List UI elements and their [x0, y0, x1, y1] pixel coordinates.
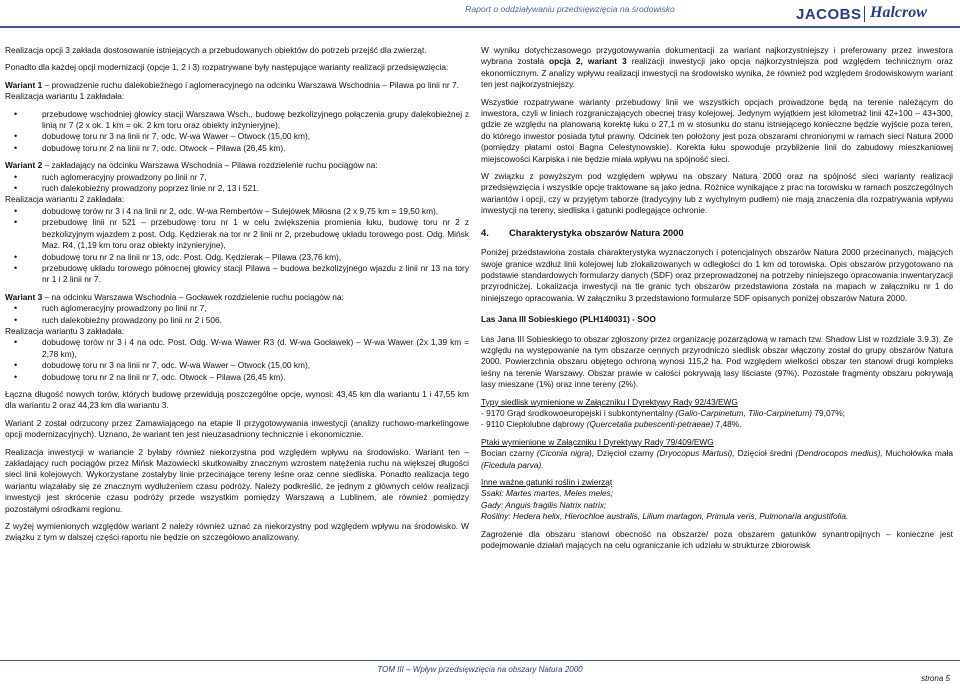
habitat-line [481, 419, 953, 430]
variant-3-scope-label: Realizacja wariantu 3 zakładała: [5, 325, 125, 336]
right-column [481, 45, 953, 557]
birds-heading: Ptaki wymienione w Załączniku I Dyrektywy Rady 79/409/EWG [481, 436, 714, 447]
jacobs-logo: JACOBS [796, 6, 862, 23]
list-item: • przebudowę wschodniej głowicy stacji Warszawa Wsch., budowę bezkolizyjnego połączenia grupy dalekobieżnej z linią nr 7 (2 x ok. 1 km = ok. 2 km toru oraz obiekty inżynieryjne), [42, 109, 469, 132]
variant-1-name: Wariant 1 [5, 79, 43, 90]
logo-divider [864, 6, 865, 22]
list-item: • ruch dalekobieżny prowadzony po linii nr 2 i 506. [42, 315, 469, 326]
list-item: • dobudowę torów nr 3 i 4 na linii nr 2, odc. W-wa Rembertów – Sulejówek Miłosna (2 x 9,75 km = 19,50 km), [42, 206, 469, 217]
paragraph [481, 45, 953, 91]
preferred-option: opcja 2, wariant 3 [549, 56, 627, 67]
list-item: • dobudowę toru nr 3 na linii nr 7, odc. W-wa Wawer – Otwock (15,00 km), [42, 131, 469, 142]
header-rule [0, 26, 960, 28]
list-item: • ruch aglomeracyjny prowadzony po linii nr 7, [42, 172, 469, 183]
list-item: • przebudowę układu torowego północnej głowicy stacji Pilawa – budowa bezkolizyjnego wjazdu z linii nr 13 na tory nr 1 i 2 linii nr 7. [42, 263, 469, 286]
text-run: (Dendrocopos medius), [795, 448, 883, 459]
text-run: realizacji inwestycji jako opcja najkorzystniejsza pod względem technicznym oraz ekonomicznym. Z analizy wpływu realizacji inwestycji na środowisko wynika, że również pod względem środowiskowym wariant ten jest najkorzystniejszy. [481, 56, 953, 90]
paragraph: Wszystkie rozpatrywane warianty przebudowy linii we wszystkich opcjach prowadzone będą na terenie należącym do inwestora, czyli w liniach rozgraniczających obecnej trasy kolejowej. Jedynym wyjątkiem jest kilometraż linii 42+100 – 43+300, gdzie ze względu na planowaną korektę łuku o 27,1 m w stosunku do stanu istniejącego konieczne będzie wyjście poza teren, do którego inwestor posiada tytuł prawny. Odcinek ten położony jest poza obszarami chronionymi w ramach sieci Natura 2000 (pomiędzy płatami ostoi Bagna Celestynowskie). Korekta łuku spowoduje przybliżenie linii do zabudowy mieszkaniowej miejscowości Karpiska i nie będzie miała wpływu na spójność sieci. [481, 96, 953, 164]
text-run: Bocian czarny [481, 448, 537, 459]
footer-volume-title: TOM III – Wpływ przedsięwzięcia na obszary Natura 2000 [377, 665, 583, 674]
variant-2-split-list [5, 172, 469, 195]
footer-rule [0, 660, 960, 661]
paragraph: Poniżej przedstawiona została charakterystyka wyznaczonych i potencjalnych obszarów Natura 2000 przecinanych, mających swoje granice wzdłuż linii kolejowej lub zlokalizowanych w odległości do 1 km od torowiska. Opis obszarów przygotowano na podstawie standardowych formularzy danych (SDF) oraz przeprowadzonej na potrzeby niniejszego opracowania inwentaryzacji przyrodniczej. Lokalizacja inwestycji na tle granic tych obszarów przedstawiona została na mapach w załączniku nr 1 do niniejszego opracowania. W załączniku 3 przedstawiono formularze SDF opisanych poniżej obszarów Natura 2000. [481, 247, 953, 303]
variant-3-paragraph [5, 292, 469, 303]
variant-1-scope-label: Realizacja wariantu 1 zakładała: [5, 91, 125, 102]
halcrow-logo: Halcrow [870, 4, 927, 21]
section-number: 4. [481, 226, 489, 238]
variant-1-list [5, 109, 469, 155]
page-header [0, 0, 960, 24]
text-run: - 9110 Ciepłolubne dąbrowy [481, 419, 587, 430]
paragraph: Zagrożenie dla obszaru stanowi obecność na obszarze/ poza obszarem gatunków synantropijnych – konieczne jest podejmowanie działań mających na celu ograniczanie ich udziału w strukturze zbiorowisk [481, 528, 953, 551]
section-title: Charakterystyka obszarów Natura 2000 [509, 226, 684, 238]
paragraph: Wariant 2 został odrzucony przez Zamawiającego na etapie II przygotowywania inwestycji (analizy ruchowo-marketingowe opcji modernizacyjnych). Uznano, że wariant ten jest nieuzasadniony technicznie i ekonomicznie. [5, 417, 469, 440]
variant-1-paragraph [5, 80, 469, 103]
paragraph: Ponadto dla każdej opcji modernizacji (opcje 1, 2 i 3) rozpatrywane były następujące warianty realizacji przedsięwzięcia: [5, 62, 449, 73]
list-item: • dobudowę toru nr 2 na linii nr 13, odc. Post. Odg. Kędzierak – Pilawa (23,76 km), [42, 252, 469, 263]
text-run: (Galio-Carpinetum, Tilio-Carpinetum) [675, 407, 813, 418]
list-item: • ruch aglomeracyjny prowadzony po linii nr 7, [42, 303, 469, 314]
paragraph: Łączna długość nowych torów, których budowę przewidują poszczególne opcje, wynosi: 43,45 km dla wariantu 1 i 47,55 km dla wariantu 2 oraz 44,23 km dla wariantu 3. [5, 388, 469, 411]
other-species-line: Rośliny: Hedera helix, Hierochloe australis, Lilium martagon, Primula veris, Pulmonaria angustifolia. [481, 511, 849, 522]
variant-3-split-list [5, 303, 469, 326]
variant-2-name: Wariant 2 [5, 160, 43, 171]
text-run: 79,07%; [812, 407, 845, 418]
text-run: (Dryocopus Martusi), [656, 448, 735, 459]
variant-2-text: – zakładający na odcinku Warszawa Wschodnia – Pilawa rozdzielenie ruchu pociągów na: [42, 160, 378, 171]
text-run: Dzięcioł czarny [594, 448, 657, 459]
left-column [5, 45, 469, 550]
other-species-line: Gady: Anguis fragilis Natrix natrix; [481, 499, 607, 510]
habitat-line [481, 408, 953, 419]
text-run: 7,48%. [713, 419, 742, 430]
paragraph: W związku z powyższym pod względem wpływu na obszary Natura 2000 oraz na spójność sieci warianty realizacji przedsięwzięcia i wszystkie opcje traktowane są jako jedna. Różnice wynikające z prac na torowisku w ramach poszczególnych wariantów i opcji, czy w przyjętym taborze (tradycyjny lub z wychylnym pudłem) nie mają znaczenia dla rozpatrywania wpływu inwestycji na tereny, siedliska i gatunki podlegające ochronie. [481, 171, 953, 216]
list-item: • dobudowę toru nr 3 na linii nr 7, odc. W-wa Wawer – Otwock (15,00 km), [42, 360, 469, 371]
variant-2-list [5, 206, 469, 286]
variant-2-scope-label: Realizacja wariantu 2 zakładała: [5, 194, 125, 205]
paragraph: Realizacja inwestycji w wariancie 2 byłaby również niekorzystna pod względem wpływu na środowisko. Wariant ten – zakładający ruch pociągów przez Mińsk Mazowiecki skutkowałby znacznym wzrostem natężenia ruchu na większej długości sieci linii kolejowych. Wykorzystane zostałyby linie przecinające tereny leśne oraz cenne siedliska. Ponadto realizacja tego wariantu wiązałaby się ze znacznym wydłużeniem czasu podróży. Należy podkreślić, że jednym z głównych celów realizacji inwestycji jest skrócenie czasu podróży przede wszystkim pomiędzy Warszawą a Lublinem, ale również pomiędzy pozostałymi ośrodkami regionu. [5, 446, 469, 514]
site-title: Las Jana III Sobieskiego (PLH140031) - SOO [481, 314, 656, 325]
text-run: - 9170 Grąd środkowoeuropejski i subkontynentalny [481, 407, 676, 418]
text-run: Dzięcioł średni [734, 448, 796, 459]
other-species-line: Ssaki: Martes martes, Meles meles; [481, 488, 614, 499]
paragraph: Z wyżej wymienionych względów wariant 2 należy również uznać za niekorzystny pod względem wpływu na środowisko. W związku z tym w dalszej części raportu nie będzie on szczegółowo analizowany. [5, 521, 469, 543]
birds-paragraph [481, 448, 953, 471]
list-item: • ruch dalekobieżny prowadzony poprzez linie nr 2, 13 i 521. [42, 183, 469, 194]
list-item: • dobudowę toru nr 2 na linii nr 7, odc. Otwock – Pilawa (26,45 km). [42, 372, 469, 383]
other-species-heading: Inne ważne gatunki roślin i zwierząt [481, 477, 613, 487]
text-run: (Quercetalia pubescenti-petraeae) [586, 419, 714, 430]
text-run: (Ficedula parva). [481, 459, 544, 470]
paragraph: Las Jana III Sobieskiego to obszar zgłoszony przez organizację pozarządową w ramach tzw. Shadow List w rozdziale 3.9.3). Ze względu na występowanie na tym obszarze cennych przyrodniczo siedlisk obszar włączony został do grupy obszarów Natura 2000. Powierzchnia obszaru objętego ochroną wynosi 115,2 ha. Pod względem wielkości obszar ten stanowi drugi kompleks leśny na terenie Warszawy. Obszar prawie w całości pokrywają lasy liściaste (97%). Pozostałe fragmenty obszaru pokrywają lasy mieszane (1%) oraz inne tereny (2%). [481, 333, 953, 390]
variant-3-list [5, 337, 469, 383]
section-heading [481, 227, 953, 238]
list-item: • dobudowę toru nr 2 na linii nr 7, odc. Otwock – Pilawa (26,45 km). [42, 143, 469, 154]
variant-2-paragraph [5, 160, 469, 171]
text-run: (Ciconia nigra), [536, 448, 595, 459]
variant-3-text: – na odcinku Warszawa Wschodnia – Gocławek rozdzielenie ruchu pociągów na: [42, 291, 344, 302]
habitats-heading: Typy siedlisk wymienione w Załączniku I Dyrektywy Rady 92/43/EWG [481, 396, 738, 407]
variant-1-text: – prowadzenie ruchu dalekobieżnego i aglomeracyjnego na odcinku Warszawa Wschodnia – Pilawa po linii nr 7. [42, 79, 459, 90]
document-title: Raport o oddziaływaniu przedsięwzięcia na środowisko [465, 4, 675, 14]
list-item: • przebudowę linii nr 521 – przebudowę toru nr 1 w celu zwiększenia promienia łuku, budowę toru nr 2 z bezkolizyjnym wjazdem z post. Odg. Kędzierak na tor nr 2 linii nr 2, przebudowę układu torowego post. Odg. Mińsk Maz. R4, (1,19 km toru oraz obiekty inżynieryjne), [42, 217, 469, 251]
paragraph: Realizacja opcji 3 zakłada dostosowanie istniejących a przebudowanych obiektów do potrzeb przejść dla zwierząt. [5, 45, 427, 55]
variant-3-name: Wariant 3 [5, 291, 43, 302]
text-run: Muchołówka mała [882, 448, 953, 459]
text-run: W wyniku dotychczasowego przygotowywania dokumentacji za wariant najkorzystniejszy i preferowany przez inwestora wybrana została [481, 45, 953, 67]
page-number: strona 5 [921, 674, 950, 683]
list-item: • dobudowę torów nr 3 i 4 na odc. Post. Odg. W-wa Wawer R3 (d. W-wa Gocławek) – W-wa Wawer (2x 1,39 km = 2,78 km), [42, 337, 469, 360]
